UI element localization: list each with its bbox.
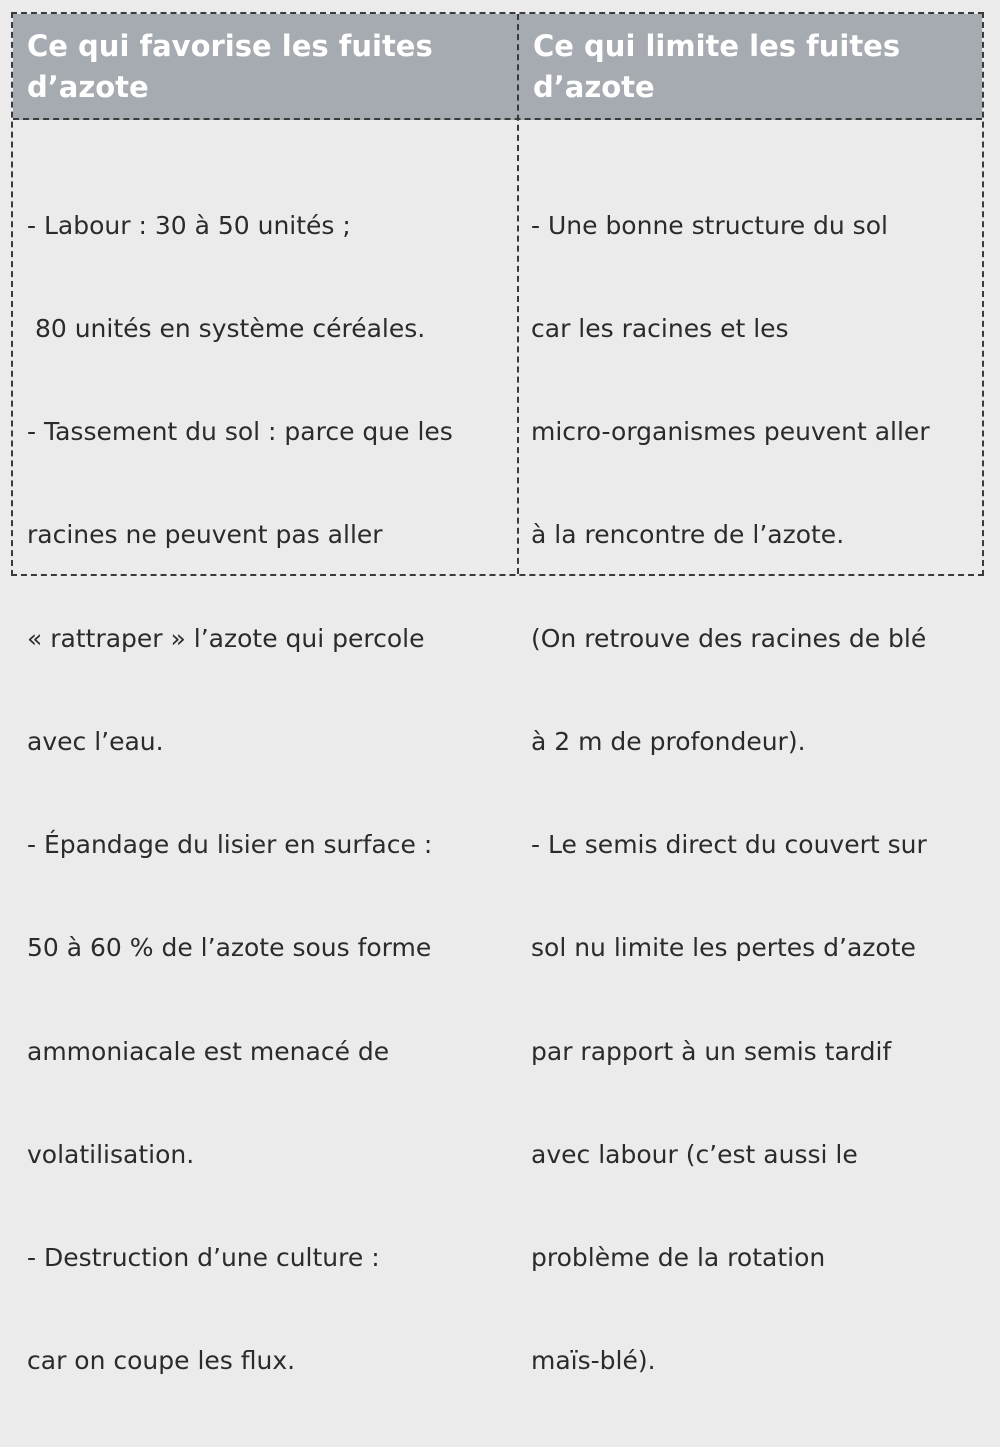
header-left-line: d’azote [27,70,149,104]
right-body-line: - Le semis direct du couvert sur [531,830,927,860]
left-body-line: « rattraper » l’azote qui percole [27,623,425,653]
right-body-line: avec labour (c’est aussi le [531,1139,858,1169]
comparison-table [11,12,984,1376]
left-body-line: racines ne peuvent pas aller [27,520,383,550]
right-body-line: à 2 m de profondeur). [531,726,806,756]
header-left [27,26,497,108]
right-body-line: à la rencontre de l’azote. [531,520,845,550]
header-right-line: d’azote [533,70,655,104]
left-body-line: - Destruction d’une culture : [27,1243,380,1272]
table-header-row [13,14,982,120]
left-body-line: volatilisation. [27,1139,195,1169]
header-right-line: Ce qui limite les fuites [533,29,901,63]
header-right [533,26,973,108]
right-column-body [531,140,930,1447]
left-body-line: avec l’eau. [27,726,164,756]
right-body-line: sol nu limite les pertes d’azote [531,933,916,963]
header-left-line: Ce qui favorise les fuites [27,29,433,63]
right-body-line: car les racines et les [531,314,789,344]
right-body-line: (On retrouve des racines de blé [531,623,927,653]
right-body-line: par rapport à un semis tardif [531,1036,892,1066]
left-body-line: - Labour : 30 à 50 unités ; [27,210,351,240]
right-body-line: micro-organismes peuvent aller [531,417,930,447]
left-body-line: 50 à 60 % de l’azote sous forme [27,933,432,963]
right-body-line: - Une bonne structure du sol [531,210,888,240]
right-body-line: problème de la rotation [531,1243,826,1272]
left-body-line: - Tassement du sol : parce que les [27,417,453,447]
left-body-line: - Épandage du lisier en surface : [27,830,433,860]
right-body-line: maïs-blé). [531,1346,656,1376]
left-column-body [27,140,453,1447]
column-divider [517,14,519,574]
left-body-line: ammoniacale est menacé de [27,1036,390,1066]
left-body-line: 80 unités en système céréales. [27,314,426,344]
left-body-line: car on coupe les flux. [27,1346,296,1376]
